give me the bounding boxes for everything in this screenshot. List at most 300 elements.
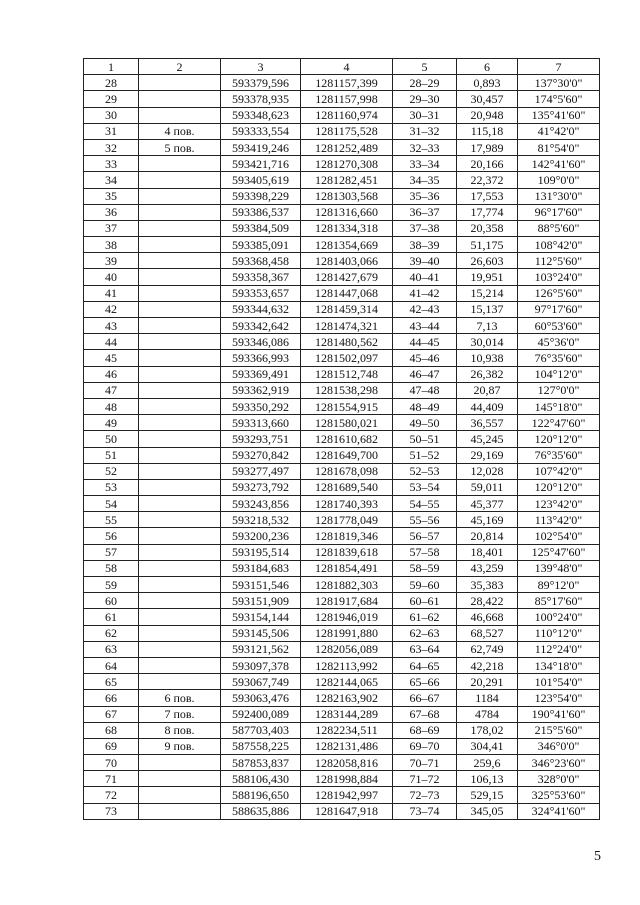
x-coordinate-cell: 593184,683 (221, 560, 301, 576)
point-number-cell: 63 (84, 641, 139, 657)
point-number-cell: 37 (84, 220, 139, 236)
point-number-cell: 39 (84, 253, 139, 269)
bearing-cell: 110°12'0" (518, 625, 600, 641)
x-coordinate-cell: 593369,491 (221, 366, 301, 382)
bearing-cell: 346°23'60" (518, 755, 600, 771)
segment-cell: 47–48 (393, 382, 457, 398)
length-cell: 20,166 (457, 156, 518, 172)
point-number-cell: 65 (84, 674, 139, 690)
point-number-cell: 56 (84, 528, 139, 544)
segment-cell: 57–58 (393, 544, 457, 560)
turn-label-cell: 9 пов. (139, 738, 221, 754)
bearing-cell: 76°35'60" (518, 447, 600, 463)
point-number-cell: 49 (84, 415, 139, 431)
table-row (84, 107, 600, 123)
length-cell: 44,409 (457, 398, 518, 414)
x-coordinate-cell: 593097,378 (221, 657, 301, 673)
length-cell: 17,553 (457, 188, 518, 204)
point-number-cell: 36 (84, 204, 139, 220)
x-coordinate-cell: 587853,837 (221, 755, 301, 771)
bearing-cell: 101°54'0" (518, 674, 600, 690)
x-coordinate-cell: 593151,546 (221, 577, 301, 593)
y-coordinate-cell: 1281580,021 (301, 415, 393, 431)
y-coordinate-cell: 1281474,321 (301, 318, 393, 334)
bearing-cell: 145°18'0" (518, 398, 600, 414)
length-cell: 43,259 (457, 560, 518, 576)
turn-label-cell: 7 пов. (139, 706, 221, 722)
y-coordinate-cell: 1282131,486 (301, 738, 393, 754)
bearing-cell: 60°53'60" (518, 318, 600, 334)
bearing-cell: 125°47'60" (518, 544, 600, 560)
turn-label-cell (139, 431, 221, 447)
point-number-cell: 32 (84, 139, 139, 155)
turn-label-cell (139, 463, 221, 479)
length-cell: 17,989 (457, 139, 518, 155)
segment-cell: 50–51 (393, 431, 457, 447)
y-coordinate-cell: 1282056,089 (301, 641, 393, 657)
length-cell: 20,87 (457, 382, 518, 398)
point-number-cell: 51 (84, 447, 139, 463)
segment-cell: 54–55 (393, 496, 457, 512)
x-coordinate-cell: 593421,716 (221, 156, 301, 172)
bearing-cell: 123°42'0" (518, 496, 600, 512)
column-header: 5 (393, 59, 457, 75)
turn-label-cell (139, 350, 221, 366)
point-number-cell: 40 (84, 269, 139, 285)
point-number-cell: 55 (84, 512, 139, 528)
y-coordinate-cell: 1281689,540 (301, 479, 393, 495)
table-row (84, 738, 600, 754)
bearing-cell: 328°0'0" (518, 771, 600, 787)
segment-cell: 39–40 (393, 253, 457, 269)
length-cell: 26,382 (457, 366, 518, 382)
x-coordinate-cell: 593195,514 (221, 544, 301, 560)
bearing-cell: 88°5'60" (518, 220, 600, 236)
table-row (84, 706, 600, 722)
table-row (84, 755, 600, 771)
point-number-cell: 48 (84, 398, 139, 414)
segment-cell: 48–49 (393, 398, 457, 414)
length-cell: 1184 (457, 690, 518, 706)
point-number-cell: 52 (84, 463, 139, 479)
point-number-cell: 46 (84, 366, 139, 382)
column-header: 1 (84, 59, 139, 75)
turn-label-cell (139, 528, 221, 544)
table-row (84, 609, 600, 625)
y-coordinate-cell: 1281175,528 (301, 123, 393, 139)
table-body (84, 75, 600, 820)
page-number: 5 (594, 849, 601, 864)
bearing-cell: 102°54'0" (518, 528, 600, 544)
bearing-cell: 100°24'0" (518, 609, 600, 625)
turn-label-cell (139, 318, 221, 334)
bearing-cell: 45°36'0" (518, 334, 600, 350)
length-cell: 345,05 (457, 803, 518, 819)
y-coordinate-cell: 1281157,998 (301, 91, 393, 107)
x-coordinate-cell: 593342,642 (221, 318, 301, 334)
y-coordinate-cell: 1281270,308 (301, 156, 393, 172)
turn-label-cell (139, 512, 221, 528)
bearing-cell: 120°12'0" (518, 431, 600, 447)
point-number-cell: 53 (84, 479, 139, 495)
length-cell: 42,218 (457, 657, 518, 673)
table-row (84, 285, 600, 301)
table-row (84, 253, 600, 269)
bearing-cell: 104°12'0" (518, 366, 600, 382)
length-cell: 106,13 (457, 771, 518, 787)
y-coordinate-cell: 1281447,068 (301, 285, 393, 301)
length-cell: 0,893 (457, 75, 518, 91)
bearing-cell: 190°41'60" (518, 706, 600, 722)
point-number-cell: 35 (84, 188, 139, 204)
segment-cell: 44–45 (393, 334, 457, 350)
column-header: 2 (139, 59, 221, 75)
length-cell: 304,41 (457, 738, 518, 754)
turn-label-cell (139, 334, 221, 350)
point-number-cell: 66 (84, 690, 139, 706)
segment-cell: 65–66 (393, 674, 457, 690)
segment-cell: 38–39 (393, 237, 457, 253)
table-row (84, 269, 600, 285)
length-cell: 19,951 (457, 269, 518, 285)
point-number-cell: 69 (84, 738, 139, 754)
segment-cell: 40–41 (393, 269, 457, 285)
length-cell: 30,014 (457, 334, 518, 350)
point-number-cell: 60 (84, 593, 139, 609)
segment-cell: 33–34 (393, 156, 457, 172)
x-coordinate-cell: 593358,367 (221, 269, 301, 285)
column-header: 6 (457, 59, 518, 75)
point-number-cell: 71 (84, 771, 139, 787)
length-cell: 115,18 (457, 123, 518, 139)
turn-label-cell (139, 382, 221, 398)
bearing-cell: 346°0'0" (518, 738, 600, 754)
x-coordinate-cell: 593385,091 (221, 237, 301, 253)
length-cell: 22,372 (457, 172, 518, 188)
segment-cell: 41–42 (393, 285, 457, 301)
segment-cell: 71–72 (393, 771, 457, 787)
x-coordinate-cell: 593348,623 (221, 107, 301, 123)
point-number-cell: 54 (84, 496, 139, 512)
turn-label-cell (139, 285, 221, 301)
segment-cell: 56–57 (393, 528, 457, 544)
y-coordinate-cell: 1281882,303 (301, 577, 393, 593)
table-row (84, 220, 600, 236)
bearing-cell: 120°12'0" (518, 479, 600, 495)
turn-label-cell (139, 641, 221, 657)
bearing-cell: 85°17'60" (518, 593, 600, 609)
turn-label-cell (139, 544, 221, 560)
segment-cell: 42–43 (393, 301, 457, 317)
length-cell: 15,214 (457, 285, 518, 301)
length-cell: 17,774 (457, 204, 518, 220)
turn-label-cell (139, 237, 221, 253)
segment-cell: 49–50 (393, 415, 457, 431)
length-cell: 12,028 (457, 463, 518, 479)
y-coordinate-cell: 1281427,679 (301, 269, 393, 285)
length-cell: 15,137 (457, 301, 518, 317)
y-coordinate-cell: 1281778,049 (301, 512, 393, 528)
bearing-cell: 325°53'60" (518, 787, 600, 803)
length-cell: 30,457 (457, 91, 518, 107)
segment-cell: 61–62 (393, 609, 457, 625)
table-row (84, 496, 600, 512)
bearing-cell: 108°42'0" (518, 237, 600, 253)
point-number-cell: 59 (84, 577, 139, 593)
y-coordinate-cell: 1281917,684 (301, 593, 393, 609)
table-row (84, 787, 600, 803)
length-cell: 18,401 (457, 544, 518, 560)
x-coordinate-cell: 593270,842 (221, 447, 301, 463)
x-coordinate-cell: 593200,236 (221, 528, 301, 544)
segment-cell: 58–59 (393, 560, 457, 576)
turn-label-cell (139, 577, 221, 593)
point-number-cell: 31 (84, 123, 139, 139)
turn-label-cell (139, 188, 221, 204)
segment-cell: 28–29 (393, 75, 457, 91)
y-coordinate-cell: 1281554,915 (301, 398, 393, 414)
table-row (84, 318, 600, 334)
table-header-row (84, 59, 600, 75)
turn-label-cell (139, 479, 221, 495)
table-row (84, 641, 600, 657)
y-coordinate-cell: 1281610,682 (301, 431, 393, 447)
turn-label-cell (139, 803, 221, 819)
table-row (84, 593, 600, 609)
point-number-cell: 67 (84, 706, 139, 722)
length-cell: 51,175 (457, 237, 518, 253)
bearing-cell: 174°5'60" (518, 91, 600, 107)
bearing-cell: 96°17'60" (518, 204, 600, 220)
point-number-cell: 64 (84, 657, 139, 673)
length-cell: 46,668 (457, 609, 518, 625)
turn-label-cell (139, 657, 221, 673)
y-coordinate-cell: 1281946,019 (301, 609, 393, 625)
bearing-cell: 135°41'60" (518, 107, 600, 123)
table-row (84, 366, 600, 382)
bearing-cell: 127°0'0" (518, 382, 600, 398)
x-coordinate-cell: 593366,993 (221, 350, 301, 366)
y-coordinate-cell: 1282163,902 (301, 690, 393, 706)
segment-cell: 37–38 (393, 220, 457, 236)
y-coordinate-cell: 1282058,816 (301, 755, 393, 771)
point-number-cell: 70 (84, 755, 139, 771)
table-row (84, 657, 600, 673)
table-row (84, 237, 600, 253)
bearing-cell: 113°42'0" (518, 512, 600, 528)
y-coordinate-cell: 1281819,346 (301, 528, 393, 544)
length-cell: 45,245 (457, 431, 518, 447)
turn-label-cell (139, 172, 221, 188)
table-row (84, 512, 600, 528)
segment-cell: 34–35 (393, 172, 457, 188)
x-coordinate-cell: 593145,506 (221, 625, 301, 641)
y-coordinate-cell: 1281480,562 (301, 334, 393, 350)
bearing-cell: 131°30'0" (518, 188, 600, 204)
length-cell: 20,814 (457, 528, 518, 544)
point-number-cell: 73 (84, 803, 139, 819)
segment-cell: 45–46 (393, 350, 457, 366)
point-number-cell: 28 (84, 75, 139, 91)
point-number-cell: 72 (84, 787, 139, 803)
bearing-cell: 134°18'0" (518, 657, 600, 673)
x-coordinate-cell: 593368,458 (221, 253, 301, 269)
length-cell: 10,938 (457, 350, 518, 366)
length-cell: 178,02 (457, 722, 518, 738)
y-coordinate-cell: 1281647,918 (301, 803, 393, 819)
segment-cell: 60–61 (393, 593, 457, 609)
segment-cell: 72–73 (393, 787, 457, 803)
bearing-cell: 103°24'0" (518, 269, 600, 285)
column-header: 4 (301, 59, 393, 75)
x-coordinate-cell: 593353,657 (221, 285, 301, 301)
table-row (84, 722, 600, 738)
segment-cell: 43–44 (393, 318, 457, 334)
segment-cell: 55–56 (393, 512, 457, 528)
y-coordinate-cell: 1281403,066 (301, 253, 393, 269)
y-coordinate-cell: 1281991,880 (301, 625, 393, 641)
bearing-cell: 139°48'0" (518, 560, 600, 576)
point-number-cell: 47 (84, 382, 139, 398)
segment-cell: 52–53 (393, 463, 457, 479)
table-row (84, 803, 600, 819)
table-row (84, 479, 600, 495)
x-coordinate-cell: 593384,509 (221, 220, 301, 236)
length-cell: 26,603 (457, 253, 518, 269)
length-cell: 20,291 (457, 674, 518, 690)
x-coordinate-cell: 593379,596 (221, 75, 301, 91)
point-number-cell: 33 (84, 156, 139, 172)
y-coordinate-cell: 1281303,568 (301, 188, 393, 204)
table-row (84, 398, 600, 414)
x-coordinate-cell: 593121,562 (221, 641, 301, 657)
point-number-cell: 41 (84, 285, 139, 301)
turn-label-cell (139, 220, 221, 236)
y-coordinate-cell: 1281160,974 (301, 107, 393, 123)
point-number-cell: 61 (84, 609, 139, 625)
bearing-cell: 107°42'0" (518, 463, 600, 479)
length-cell: 36,557 (457, 415, 518, 431)
y-coordinate-cell: 1281252,489 (301, 139, 393, 155)
turn-label-cell (139, 447, 221, 463)
y-coordinate-cell: 1281512,748 (301, 366, 393, 382)
point-number-cell: 58 (84, 560, 139, 576)
point-number-cell: 57 (84, 544, 139, 560)
table-row (84, 301, 600, 317)
length-cell: 35,383 (457, 577, 518, 593)
segment-cell: 68–69 (393, 722, 457, 738)
segment-cell: 51–52 (393, 447, 457, 463)
x-coordinate-cell: 593350,292 (221, 398, 301, 414)
y-coordinate-cell: 1282144,065 (301, 674, 393, 690)
turn-label-cell (139, 593, 221, 609)
turn-label-cell (139, 771, 221, 787)
segment-cell: 59–60 (393, 577, 457, 593)
turn-label-cell (139, 560, 221, 576)
y-coordinate-cell: 1283144,289 (301, 706, 393, 722)
segment-cell: 29–30 (393, 91, 457, 107)
turn-label-cell (139, 156, 221, 172)
turn-label-cell (139, 609, 221, 625)
length-cell: 259,6 (457, 755, 518, 771)
point-number-cell: 30 (84, 107, 139, 123)
x-coordinate-cell: 593293,751 (221, 431, 301, 447)
x-coordinate-cell: 588635,886 (221, 803, 301, 819)
table-row (84, 771, 600, 787)
length-cell: 45,377 (457, 496, 518, 512)
table-row (84, 674, 600, 690)
segment-cell: 73–74 (393, 803, 457, 819)
table-row (84, 382, 600, 398)
x-coordinate-cell: 593419,246 (221, 139, 301, 155)
segment-cell: 70–71 (393, 755, 457, 771)
x-coordinate-cell: 593067,749 (221, 674, 301, 690)
length-cell: 29,169 (457, 447, 518, 463)
bearing-cell: 76°35'60" (518, 350, 600, 366)
table-row (84, 334, 600, 350)
point-number-cell: 44 (84, 334, 139, 350)
y-coordinate-cell: 1281538,298 (301, 382, 393, 398)
turn-label-cell (139, 107, 221, 123)
bearing-cell: 112°5'60" (518, 253, 600, 269)
x-coordinate-cell: 587558,225 (221, 738, 301, 754)
turn-label-cell: 4 пов. (139, 123, 221, 139)
point-number-cell: 29 (84, 91, 139, 107)
column-header: 3 (221, 59, 301, 75)
point-number-cell: 68 (84, 722, 139, 738)
x-coordinate-cell: 593378,935 (221, 91, 301, 107)
bearing-cell: 123°54'0" (518, 690, 600, 706)
table-row (84, 139, 600, 155)
segment-cell: 30–31 (393, 107, 457, 123)
table-row (84, 123, 600, 139)
y-coordinate-cell: 1281839,618 (301, 544, 393, 560)
table-row (84, 625, 600, 641)
segment-cell: 36–37 (393, 204, 457, 220)
x-coordinate-cell: 593333,554 (221, 123, 301, 139)
x-coordinate-cell: 593151,909 (221, 593, 301, 609)
bearing-cell: 97°17'60" (518, 301, 600, 317)
table-row (84, 528, 600, 544)
column-header: 7 (518, 59, 600, 75)
x-coordinate-cell: 593346,086 (221, 334, 301, 350)
y-coordinate-cell: 1281942,997 (301, 787, 393, 803)
y-coordinate-cell: 1281854,491 (301, 560, 393, 576)
table-row (84, 188, 600, 204)
x-coordinate-cell: 593218,532 (221, 512, 301, 528)
y-coordinate-cell: 1281678,098 (301, 463, 393, 479)
x-coordinate-cell: 593063,476 (221, 690, 301, 706)
x-coordinate-cell: 587703,403 (221, 722, 301, 738)
bearing-cell: 137°30'0" (518, 75, 600, 91)
point-number-cell: 45 (84, 350, 139, 366)
segment-cell: 64–65 (393, 657, 457, 673)
y-coordinate-cell: 1281316,660 (301, 204, 393, 220)
y-coordinate-cell: 1281740,393 (301, 496, 393, 512)
x-coordinate-cell: 588196,650 (221, 787, 301, 803)
x-coordinate-cell: 592400,089 (221, 706, 301, 722)
segment-cell: 31–32 (393, 123, 457, 139)
turn-label-cell: 5 пов. (139, 139, 221, 155)
point-number-cell: 43 (84, 318, 139, 334)
y-coordinate-cell: 1281649,700 (301, 447, 393, 463)
turn-label-cell (139, 625, 221, 641)
table-row (84, 447, 600, 463)
x-coordinate-cell: 593362,919 (221, 382, 301, 398)
point-number-cell: 42 (84, 301, 139, 317)
turn-label-cell (139, 301, 221, 317)
y-coordinate-cell: 1281502,097 (301, 350, 393, 366)
